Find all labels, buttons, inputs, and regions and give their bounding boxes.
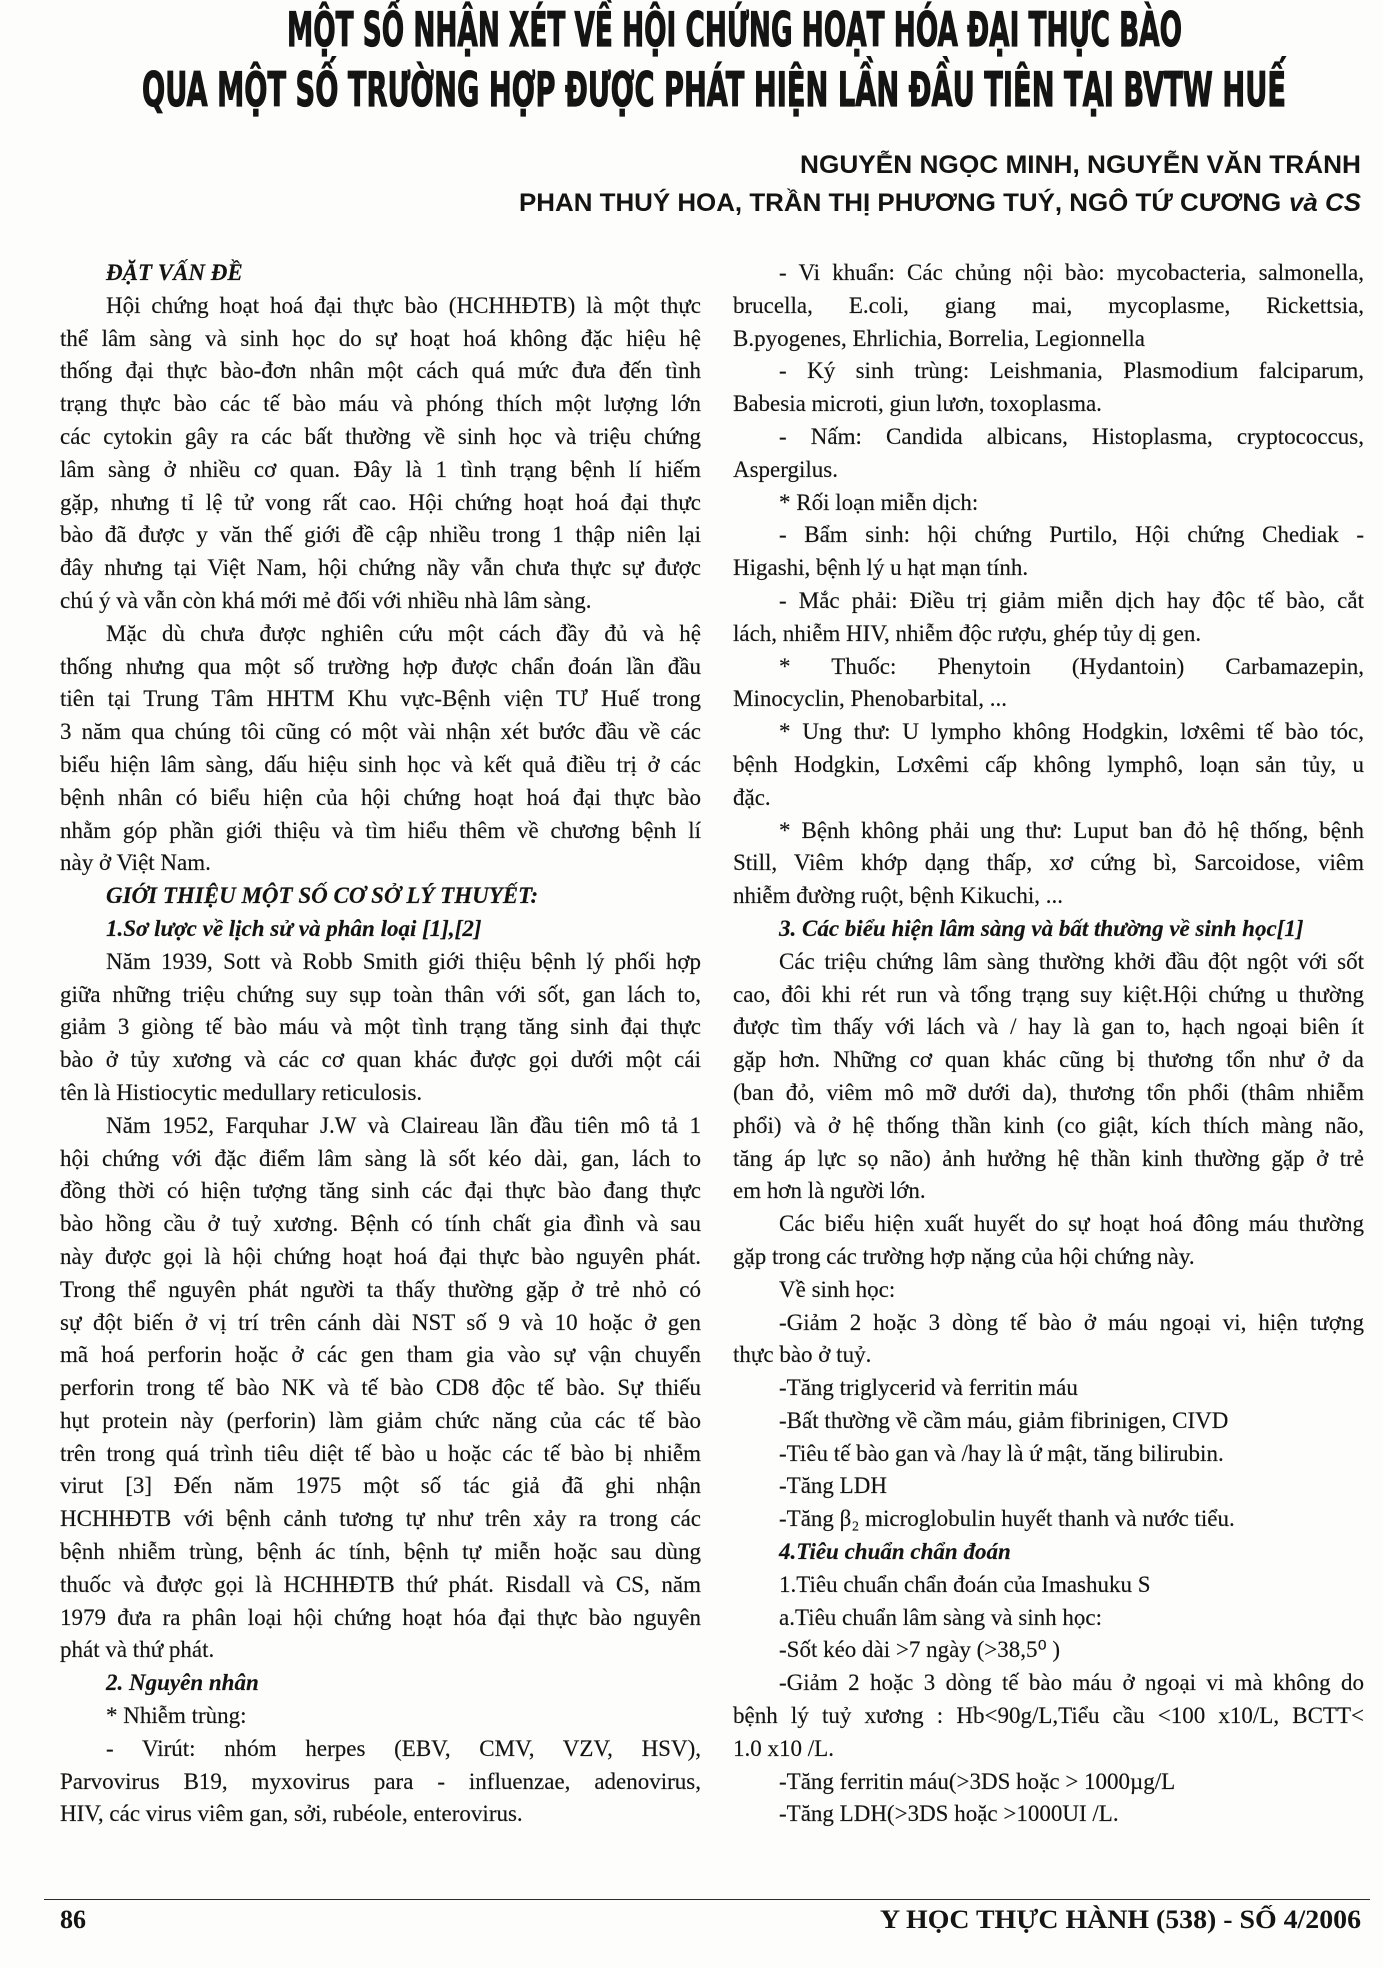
subsection-heading-text: 1.Sơ lược về lịch sử và phân loại [1],[2] <box>106 915 482 941</box>
text-line <box>60 1372 701 1405</box>
text-line-content: gặp trong các trường hợp nặng của hội chứng này. <box>733 1243 1195 1269</box>
text-line <box>60 1307 701 1340</box>
text-line-content: nhiễm đường ruột, bệnh Kikuchi, ... <box>733 883 1063 909</box>
text-line-content: thể lâm sàng và sinh học do sự hoạt hoá không đặc hiệu hệ <box>60 325 701 351</box>
text-line <box>733 1569 1364 1602</box>
text-line <box>60 749 701 782</box>
paragraph <box>733 1438 1364 1471</box>
text-line <box>60 1208 701 1241</box>
text-line <box>733 1470 1364 1503</box>
subsection-heading <box>733 1536 1364 1569</box>
text-line <box>60 355 701 388</box>
paragraph <box>733 1208 1364 1274</box>
text-line-content: * Nhiễm trùng: <box>106 1703 247 1729</box>
author-line <box>800 149 1361 181</box>
section-heading-text: GIỚI THIỆU MỘT SỐ CƠ SỞ LÝ THUYẾT: <box>106 883 539 909</box>
author-names-group <box>519 187 1361 219</box>
paragraph <box>733 1634 1364 1667</box>
paragraph <box>733 1503 1364 1536</box>
text-line-content: gặp hơn. Những cơ quan khác cũng bị thương tổn như ở da <box>733 1047 1364 1073</box>
text-line-content: sự đột biến ở vị trí trên cánh dài NST số 9 và 10 hoặc ở gen <box>60 1309 701 1335</box>
text-line-content: brucella, E.coli, giang mai, mycoplasme, Rickettsia, <box>733 292 1364 318</box>
text-line-content: -Tăng β₂ microglobulin huyết thanh và nước tiểu. <box>779 1506 1235 1532</box>
paragraph <box>60 1733 701 1831</box>
text-line <box>733 1372 1364 1405</box>
paragraph <box>733 585 1364 651</box>
text-line-content: thuốc và được gọi là HCHHĐTB thứ phát. Risdall và CS, năm <box>60 1571 701 1597</box>
text-line-content: * Rối loạn miễn dịch: <box>779 489 979 515</box>
text-line-content: Các biểu hiện xuất huyết do sự hoạt hoá đông máu thường <box>779 1211 1364 1237</box>
text-line <box>733 1077 1364 1110</box>
paragraph <box>733 1274 1364 1307</box>
subsection-heading <box>60 1667 701 1700</box>
text-line <box>733 618 1364 651</box>
text-line-content: (ban đỏ, viêm mô mỡ dưới da), thương tổn phổi (thâm nhiễm <box>733 1079 1364 1105</box>
text-line <box>60 1339 701 1372</box>
text-line <box>733 683 1364 716</box>
text-line-content: Hội chứng hoạt hoá đại thực bào (HCHHĐTB) là một thực <box>106 292 701 318</box>
text-line-content: * Ung thư: U lympho không Hodgkin, lơxêmi tế bào tóc, <box>779 719 1364 745</box>
text-line <box>60 1569 701 1602</box>
article-title-text: MỘT SỐ NHẬN XÉT VỀ HỘI CHỨNG HOẠT HÓA ĐẠI THỰC BÀO <box>287 3 1182 58</box>
text-line-content: đây nhưng tại Việt Nam, hội chứng nầy vẫn chưa thực sự được <box>60 555 701 581</box>
left-column <box>60 257 701 1831</box>
text-line-content: cao, đôi khi rét run và tổng trạng suy kiệt.Hội chứng u thường <box>733 981 1364 1007</box>
text-line-content: -Giảm 2 hoặc 3 dòng tế bào máu ở ngoại vi mà không do <box>779 1670 1364 1696</box>
text-line <box>733 1733 1364 1766</box>
text-line-content: B.pyogenes, Ehrlichia, Borrelia, Legionnella <box>733 325 1145 351</box>
text-line <box>733 1766 1364 1799</box>
text-line-content: perforin trong tế bào NK và tế bào CD8 độc tế bào. Sự thiếu <box>60 1375 701 1401</box>
section-heading-text: ĐẶT VẤN ĐỀ <box>106 260 243 285</box>
text-line-content: tăng áp lực sọ não) ảnh hưởng hệ thần kinh thường gặp ở trẻ <box>733 1145 1364 1171</box>
text-line-content: Parvovirus B19, myxovirus para - influenzae, adenovirus, <box>60 1768 701 1794</box>
paragraph <box>733 1372 1364 1405</box>
text-line-content: em hơn là người lớn. <box>733 1178 926 1204</box>
paragraph <box>733 487 1364 520</box>
text-line-content: -Tăng ferritin máu(>3DS hoặc > 1000µg/L <box>779 1768 1176 1794</box>
text-line-content: này được gọi là hội chứng hoạt hoá đại thực bào nguyên phát. <box>60 1243 701 1269</box>
text-line <box>60 946 701 979</box>
paragraph <box>733 1602 1364 1635</box>
text-line-content: Babesia microti, giun lươn, toxoplasma. <box>733 391 1102 417</box>
text-line <box>733 651 1364 684</box>
paragraph <box>733 1405 1364 1438</box>
text-line-content: HCHHĐTB với bệnh cảnh tương tự như trên xảy ra trong các <box>60 1506 701 1532</box>
text-line-content: Higashi, bệnh lý u hạt mạn tính. <box>733 555 1029 581</box>
text-line <box>733 1110 1364 1143</box>
text-line <box>60 552 701 585</box>
text-line <box>733 1011 1364 1044</box>
text-line-content: 3 năm qua chúng tôi cũng có một vài nhận xét bước đầu về các <box>60 719 701 745</box>
text-line <box>733 257 1364 290</box>
text-line-content: 1979 đưa ra phân loại hội chứng hoạt hóa đại thực bào nguyên <box>60 1604 701 1630</box>
text-line-content: Về sinh học: <box>779 1276 896 1302</box>
text-line <box>733 847 1364 880</box>
text-line <box>60 1700 701 1733</box>
subsection-heading <box>733 913 1364 946</box>
text-line-content: -Tăng LDH(>3DS hoặc >1000UI /L. <box>779 1801 1119 1827</box>
text-line <box>60 1536 701 1569</box>
text-line-content: đặc. <box>733 784 771 810</box>
text-line <box>733 1602 1364 1635</box>
text-line-content: - Mắc phải: Điều trị giảm miễn dịch hay độc tế bào, cắt <box>779 587 1364 613</box>
article-title-text: QUA MỘT SỐ TRƯỜNG HỢP ĐƯỢC PHÁT HIỆN LẦN ĐẦU TIÊN TẠI BVTW HUẾ <box>142 63 1286 118</box>
text-line <box>733 323 1364 356</box>
text-line <box>60 815 701 848</box>
paragraph <box>733 1766 1364 1799</box>
section-heading <box>60 257 701 290</box>
paragraph <box>60 1110 701 1668</box>
text-line-content: bào đã được y văn thế giới đề cập nhiều trong 1 thập niên lại <box>60 522 701 548</box>
paragraph <box>733 355 1364 421</box>
text-line <box>60 1077 701 1110</box>
text-line-content: trạng thực bào các tế bào máu và phóng thích một lượng lớn <box>60 391 701 417</box>
text-line-content: Năm 1939, Sott và Robb Smith giới thiệu bệnh lý phối hợp <box>106 948 701 974</box>
text-line-content: 1.0 x10 /L. <box>733 1735 834 1761</box>
text-line-content: -Bất thường về cầm máu, giảm fibrinigen, CIVD <box>779 1407 1229 1433</box>
text-line-content: bệnh nhân có biểu hiện của hội chứng hoạt hoá đại thực bào <box>60 784 701 810</box>
text-line <box>733 421 1364 454</box>
text-line <box>733 487 1364 520</box>
text-line <box>733 1208 1364 1241</box>
text-line <box>733 1044 1364 1077</box>
text-line-content: - Nấm: Candida albicans, Histoplasma, cryptococcus, <box>779 423 1364 449</box>
text-line <box>60 1274 701 1307</box>
text-line-content: Năm 1952, Farquhar J.W và Claireau lần đầu tiên mô tả 1 <box>106 1112 701 1138</box>
text-line-content: - Bẩm sinh: hội chứng Purtilo, Hội chứng Chediak - <box>779 522 1364 548</box>
text-line <box>733 1667 1364 1700</box>
text-line-content: -Tăng LDH <box>779 1473 887 1499</box>
text-line <box>60 1602 701 1635</box>
text-line <box>60 1011 701 1044</box>
author-names: PHAN THUÝ HOA, TRẦN THỊ PHƯƠNG TUÝ, NGÔ TỨ CƯƠNG <box>519 189 1282 217</box>
text-line <box>733 355 1364 388</box>
text-line <box>733 1438 1364 1471</box>
paragraph <box>733 716 1364 814</box>
text-line-content: -Sốt kéo dài >7 ngày (>38,5⁰ ) <box>779 1637 1061 1663</box>
text-line <box>60 782 701 815</box>
text-line-content: bào hồng cầu ở tuỷ xương. Bệnh có tính chất gia đình và sau <box>60 1211 701 1237</box>
journal-issue <box>880 1904 1361 1936</box>
text-line <box>60 1503 701 1536</box>
text-line-content: phổi) và ở hệ thống thần kinh (co giật, kích thích màng não, <box>733 1112 1364 1138</box>
text-line-content: nhằm góp phần giới thiệu và tìm hiểu thêm về chương bệnh lí <box>60 817 701 843</box>
text-line <box>60 1405 701 1438</box>
paragraph <box>60 290 701 618</box>
paragraph <box>733 1307 1364 1373</box>
text-line-content: bào ở tủy xương và các cơ quan khác được gọi dưới một cái <box>60 1047 701 1073</box>
text-line <box>60 1470 701 1503</box>
author-names: NGUYỄN NGỌC MINH, NGUYỄN VĂN TRÁNH <box>800 151 1361 179</box>
text-line-content: HIV, các virus viêm gan, sởi, rubéole, enterovirus. <box>60 1801 523 1827</box>
text-line <box>60 683 701 716</box>
text-line-content: -Tiêu tế bào gan và /hay là ứ mật, tăng bilirubin. <box>779 1440 1224 1466</box>
text-line-content: các cytokin gây ra các bất thường về sinh học và triệu chứng <box>60 423 701 449</box>
text-line-content: 1.Tiêu chuẩn chẩn đoán của Imashuku S <box>779 1571 1151 1597</box>
article-title-line <box>142 64 1286 118</box>
text-line-content: -Giảm 2 hoặc 3 dòng tế bào ở máu ngoại vi, hiện tượng <box>779 1309 1364 1335</box>
paragraph <box>60 618 701 880</box>
text-line <box>733 946 1364 979</box>
text-line <box>733 880 1364 913</box>
text-line <box>60 1044 701 1077</box>
text-line-content: -Tăng triglycerid và ferritin máu <box>779 1375 1078 1401</box>
text-line-content: bệnh Hodgkin, Lơxêmi cấp không lymphô, loạn sản tủy, u <box>733 751 1364 777</box>
text-line <box>60 454 701 487</box>
text-line <box>60 1175 701 1208</box>
paragraph <box>733 1569 1364 1602</box>
text-line <box>733 1241 1364 1274</box>
text-line <box>733 1339 1364 1372</box>
journal-issue-text: Y HỌC THỰC HÀNH (538) - SỐ 4/2006 <box>880 1905 1361 1934</box>
section-heading <box>60 880 701 913</box>
text-line-content: đồng thời có hiện tượng tăng sinh các đại thực bào đang thực <box>60 1178 701 1204</box>
text-line-content: hội chứng với đặc điểm lâm sàng là sốt kéo dài, gan, lách to <box>60 1145 701 1171</box>
text-line <box>733 1700 1364 1733</box>
text-line <box>733 519 1364 552</box>
text-line-content: a.Tiêu chuẩn lâm sàng và sinh học: <box>779 1604 1103 1630</box>
text-line <box>733 1634 1364 1667</box>
text-line <box>60 1634 701 1667</box>
text-line-content: lách, nhiễm HIV, nhiễm độc rượu, ghép tủy dị gen. <box>733 620 1202 646</box>
text-line-content: Trong thể nguyên phát người ta thấy thường gặp ở trẻ nhỏ có <box>60 1276 701 1302</box>
text-line <box>60 1733 701 1766</box>
text-line <box>60 979 701 1012</box>
text-line-content: tên là Histiocytic medullary reticulosis. <box>60 1079 423 1105</box>
text-line <box>60 651 701 684</box>
paragraph <box>733 519 1364 585</box>
footer-rule <box>44 1899 1370 1900</box>
text-line <box>60 716 701 749</box>
text-line <box>733 782 1364 815</box>
paragraph <box>733 1798 1364 1831</box>
text-line-content: mã hoá perforin hoặc ở các gen tham gia vào sự vận chuyển <box>60 1342 701 1368</box>
subsection-heading-text: 2. Nguyên nhân <box>106 1670 259 1696</box>
text-line <box>733 585 1364 618</box>
text-line <box>60 1110 701 1143</box>
text-line-content: Aspergilus. <box>733 456 838 482</box>
subsection-heading <box>60 913 701 946</box>
text-line-content: giữa những triệu chứng suy sụp toàn thân với sốt, gan lách to, <box>60 981 701 1007</box>
text-line <box>60 1438 701 1471</box>
text-line <box>733 716 1364 749</box>
article-title-line <box>287 4 1182 58</box>
text-line <box>733 1175 1364 1208</box>
text-line-content: virut [3] Đến năm 1975 một số tác giả đã ghi nhận <box>60 1473 701 1499</box>
text-line-content: hụt protein này (perforin) làm giảm chức năng của các tế bào <box>60 1407 701 1433</box>
paragraph <box>733 257 1364 355</box>
text-line <box>60 1798 701 1831</box>
text-line <box>60 388 701 421</box>
text-line-content: Still, Viêm khớp dạng thấp, xơ cứng bì, Sarcoidose, viêm <box>733 850 1364 876</box>
subsection-heading-text: 3. Các biểu hiện lâm sàng và bất thường về sinh học[1] <box>779 915 1304 941</box>
text-line-content: thống đại thực bào-đơn nhân một cách quá mức đưa đến tình <box>60 358 701 384</box>
paragraph <box>733 1470 1364 1503</box>
text-line-content: này ở Việt Nam. <box>60 850 211 876</box>
subsection-heading-text: 4.Tiêu chuẩn chẩn đoán <box>779 1539 1011 1565</box>
paragraph <box>733 421 1364 487</box>
text-line <box>733 290 1364 323</box>
text-line <box>60 618 701 651</box>
text-line <box>60 1241 701 1274</box>
text-line-content: - Virút: nhóm herpes (EBV, CMV, VZV, HSV), <box>106 1735 701 1761</box>
text-line <box>733 1274 1364 1307</box>
text-line <box>60 290 701 323</box>
text-line-content: thống nhưng qua một số trường hợp được chẩn đoán lần đầu <box>60 653 701 679</box>
text-line <box>60 487 701 520</box>
page-number: 86 <box>60 1905 86 1934</box>
text-line-content: lâm sàng ở nhiều cơ quan. Đây là 1 tình trạng bệnh lí hiếm <box>60 456 701 482</box>
text-line <box>733 454 1364 487</box>
paragraph <box>60 946 701 1110</box>
text-line-content: - Ký sinh trùng: Leishmania, Plasmodium falciparum, <box>779 358 1364 384</box>
text-line-content: * Bệnh không phải ung thư: Luput ban đỏ hệ thống, bệnh <box>779 817 1364 843</box>
text-line <box>60 323 701 356</box>
text-line-content: thực bào ở tuỷ. <box>733 1342 872 1368</box>
paragraph <box>733 815 1364 913</box>
text-line <box>60 1143 701 1176</box>
text-line <box>733 815 1364 848</box>
text-line-content: * Thuốc: Phenytoin (Hydantoin) Carbamazepin, <box>779 653 1364 679</box>
text-line <box>60 1766 701 1799</box>
text-line-content: chú ý và vẫn còn khá mới mẻ đối với nhiều nhà lâm sàng. <box>60 587 592 613</box>
text-line <box>733 388 1364 421</box>
text-line <box>733 979 1364 1012</box>
text-line-content: Minocyclin, Phenobarbital, ... <box>733 686 1008 712</box>
text-line-content: bệnh nhiễm trùng, bệnh ác tính, bệnh tự miễn hoặc sau dùng <box>60 1539 701 1565</box>
text-line-content: Các triệu chứng lâm sàng thường khởi đầu đột ngột với sốt <box>779 948 1364 974</box>
text-line-content: gặp, nhưng tỉ lệ tử vong rất cao. Hội chứng hoạt hoá đại thực <box>60 489 701 515</box>
text-line <box>733 1307 1364 1340</box>
text-line <box>733 1503 1364 1536</box>
text-line-content: giảm 3 giòng tế bào máu và một tình trạng tăng sinh đại thực <box>60 1014 701 1040</box>
text-line <box>733 749 1364 782</box>
text-line <box>60 519 701 552</box>
right-column <box>733 257 1364 1831</box>
text-line-content: - Vi khuẩn: Các chủng nội bào: mycobacteria, salmonella, <box>779 260 1364 285</box>
paragraph <box>733 946 1364 1208</box>
author-line <box>519 187 1361 219</box>
text-line <box>60 847 701 880</box>
text-line-content: Mặc dù chưa được nghiên cứu một cách đầy đủ và hệ <box>106 620 701 646</box>
paragraph <box>60 1700 701 1733</box>
text-line <box>60 421 701 454</box>
text-line <box>733 552 1364 585</box>
text-line-content: phát và thứ phát. <box>60 1637 215 1663</box>
text-line <box>733 1143 1364 1176</box>
text-line <box>733 1405 1364 1438</box>
paragraph <box>733 1667 1364 1765</box>
paragraph <box>733 651 1364 717</box>
text-line <box>60 585 701 618</box>
text-line-content: được tìm thấy với lách và / hay là gan to, hạch ngoại biên ít <box>733 1014 1364 1040</box>
text-line-content: tiên tại Trung Tâm HHTM Khu vực-Bệnh viện TƯ Huế trong <box>60 686 701 712</box>
text-line-content: trên trong quá trình tiêu diệt tế bào u hoặc các tế bào bị nhiễm <box>60 1440 701 1466</box>
author-suffix: và CS <box>1288 189 1361 217</box>
text-line-content: bệnh lý tuỷ xương : Hb<90g/L,Tiểu cầu <100 x10/L, BCTT< <box>733 1703 1364 1729</box>
text-line <box>733 1798 1364 1831</box>
text-line-content: biểu hiện lâm sàng, dấu hiệu sinh học và kết quả điều trị ở các <box>60 751 701 777</box>
